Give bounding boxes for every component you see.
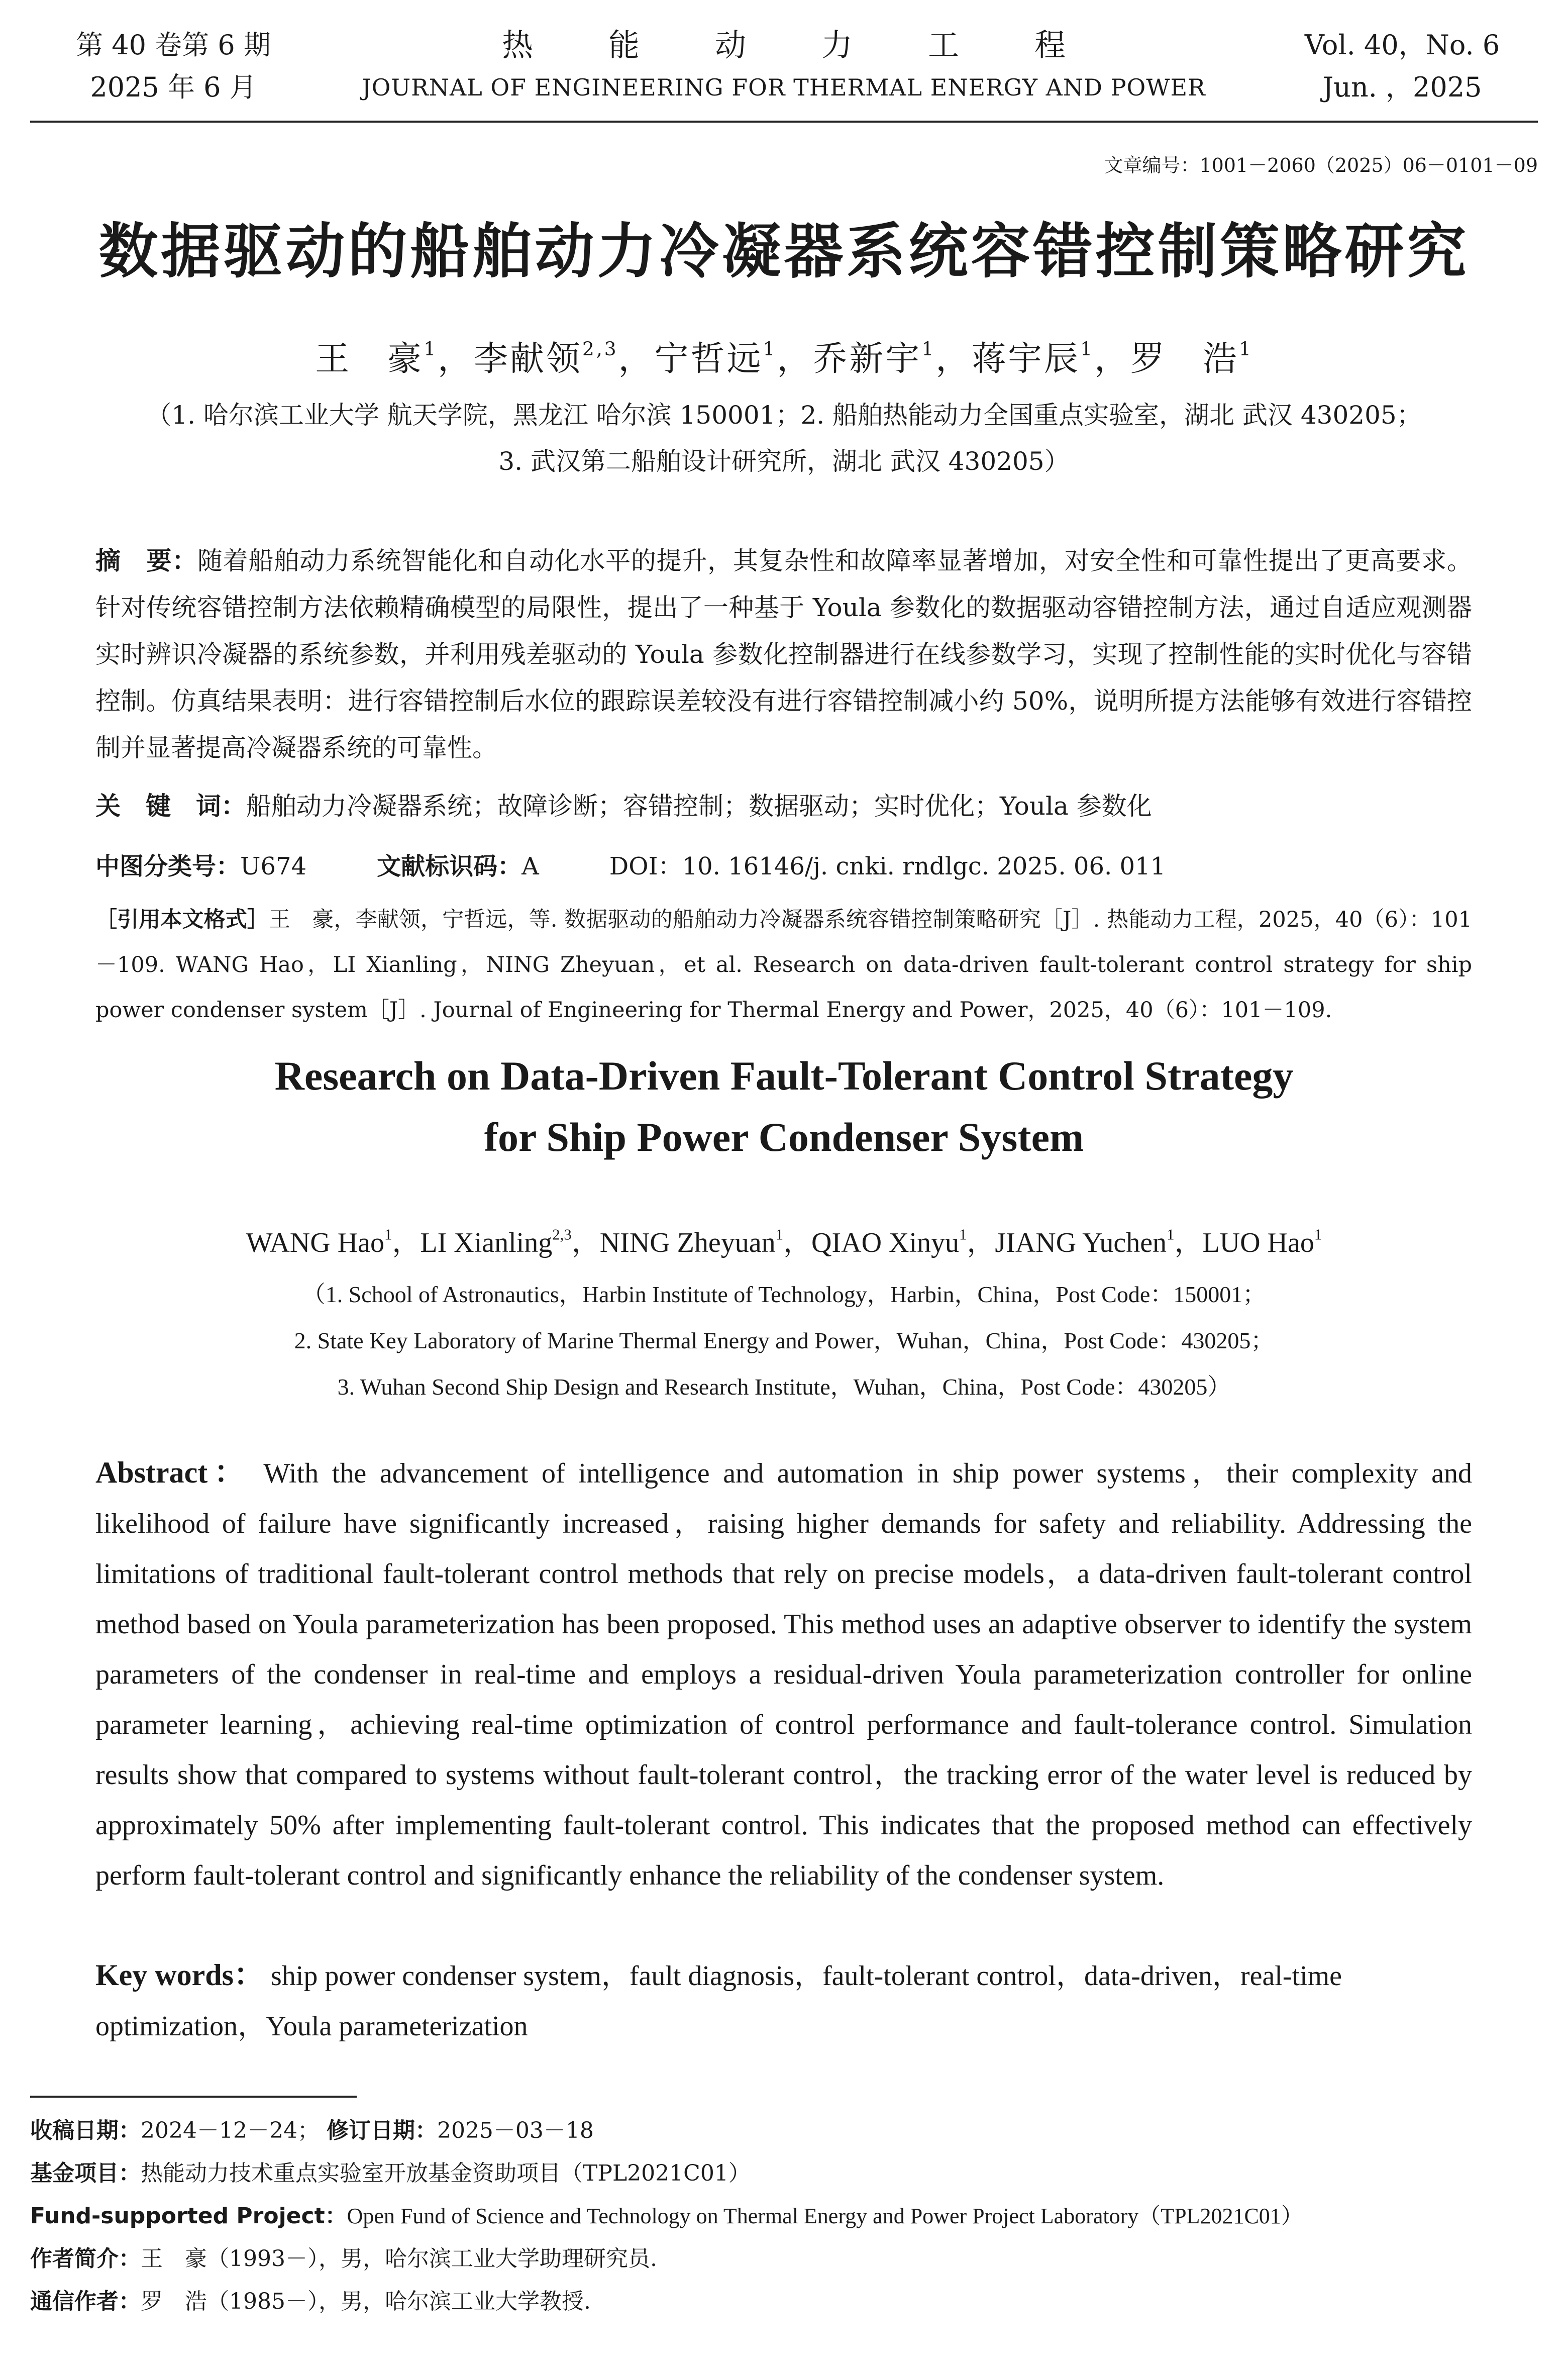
author-name: 乔新宇 [813, 339, 922, 379]
affiliation-en-line: 3. Wuhan Second Ship Design and Research Institute，Wuhan，China，Post Code：430205） [337, 1374, 1231, 1400]
issue-info [63, 24, 284, 109]
author-name: QIAO Xinyu [811, 1227, 960, 1258]
footnote-divider [30, 2096, 357, 2098]
issue-info-en [1297, 24, 1508, 109]
header-divider [30, 121, 1538, 123]
abstract-cn-label: 摘 要： [95, 546, 198, 575]
abstract-en [95, 1447, 1472, 1901]
keywords-en-text: ship power condenser system，fault diagnosis，fault-tolerant control，data-driven，real-time optimization，Youla parameterization [95, 1960, 1342, 2042]
author-affiliation-mark: 1 [763, 338, 777, 360]
author-affiliation-mark: 1 [921, 338, 936, 360]
author-affiliation-mark: 1 [1080, 338, 1094, 360]
author-affiliation-mark: 1 [384, 1226, 392, 1243]
authors-en: WANG Hao$^1$，LI Xianling$^{2,3}$，NING Zheyuan$^1$，QIAO Xinyu$^1$，JIANG Yuchen$^1$，LUO Hao$^1$ [246, 1226, 1322, 1258]
keywords-cn-text: 船舶动力冷凝器系统；故障诊断；容错控制；数据驱动；实时优化；Youla 参数化 [246, 792, 1152, 821]
doi: DOI：10. 16146/j. cnki. rndlgc. 2025. 06. 011 [609, 852, 1166, 880]
citation-text: 王 豪，李献领，宁哲远，等. 数据驱动的船舶动力冷凝器系统容错控制策略研究［J］. 热能动力工程，2025，40（6）：101－109. WANG Hao，LI Xianling，NING Zheyuan，et al. Research on data-driven fault-tolerant control strategy for ship power condenser system［J］. Journal of Engineering for Thermal Energy and Power，2025，40（6）：101－109. [95, 907, 1473, 1023]
date-cn: 2025 年 6 月 [90, 71, 257, 103]
article-number: 文章编号：1001－2060（2025）06－0101－09 [1104, 154, 1538, 176]
keywords-cn-label: 关 键 词： [95, 792, 246, 821]
journal-name-en: JOURNAL OF ENGINEERING FOR THERMAL ENERGY AND POWER [362, 74, 1206, 101]
citation-format [95, 897, 1472, 1033]
journal-name [352, 24, 1216, 109]
author-name: LI Xianling [420, 1227, 553, 1258]
title-cn: 数据驱动的船舶动力冷凝器系统容错控制策略研究 [98, 217, 1470, 286]
author-name: 蒋宇辰 [972, 339, 1081, 379]
clc-label: 中图分类号： [95, 852, 241, 880]
author-name: 罗 浩 [1130, 339, 1239, 379]
keywords-en [95, 1950, 1472, 2051]
author-name: JIANG Yuchen [995, 1227, 1167, 1258]
affiliation-cn-line: （1. 哈尔滨工业大学 航天学院，黑龙江 哈尔滨 150001；2. 船舶热能动力全国重点实验室，湖北 武汉 430205； [146, 401, 1422, 430]
abstract-en-label: Abstract： [95, 1456, 251, 1489]
fund-en-text: Open Fund of Science and Technology on Thermal Energy and Power Project Laboratory（TPL2021C01） [347, 2204, 1303, 2228]
journal-name-cn: 热能动力工程 [501, 27, 1141, 63]
author-name: 宁哲远 [654, 339, 763, 379]
doc-code-label: 文献标识码： [377, 852, 522, 880]
abstract-cn-text: 随着船舶动力系统智能化和自动化水平的提升，其复杂性和故障率显著增加，对安全性和可靠性提出了更高要求。针对传统容错控制方法依赖精确模型的局限性，提出了一种基于 Youla 参数化的数据驱动容错控制方法，通过自适应观测器实时辨识冷凝器的系统参数，并利用残差驱动的 Youla 参数化控制器进行在线参数学习，实现了控制性能的实时优化与容错控制。仿真结果表明：进行容错控制后水位的跟踪误差较没有进行容错控制减小约 50%，说明所提方法能够有效进行容错控制并显著提高冷凝器系统的可靠性。 [95, 546, 1473, 762]
footnote-fund-en [30, 2199, 1537, 2234]
author-affiliation-mark: 1 [775, 1226, 784, 1243]
author-affiliation-mark: 1 [1167, 1226, 1175, 1243]
doc-code-value: A [521, 852, 539, 880]
author-name: LUO Hao [1202, 1227, 1314, 1258]
keywords-en-label: Key words： [95, 1958, 264, 1992]
abstract-en-text: With the advancement of intelligence and automation in ship power systems，their complexity and likelihood of failure have significantly increased，raising higher demands for safety and reliability. Addressing the limitations of traditional fault-tolerant control methods that rely on precise models，a data-driven fault-tolerant control method based on Youla parameterization has been proposed. This method uses an adaptive observer to identify the system parameters of the condenser in real-time and employs a residual-driven Youla parameterization controller for online parameter learning，achieving real-time optimization of control performance and fault-tolerance control. Simulation results show that compared to systems without fault-tolerant control，the tracking error of the water level is reduced by approximately 50% after implementing fault-tolerant control. This indicates that the proposed method can effectively perform fault-tolerant control and significantly enhance the reliability of the condenser system. [95, 1458, 1472, 1891]
footnote-dates [30, 2113, 1537, 2148]
received-label: 收稿日期： [30, 2118, 141, 2143]
author-affiliation-mark: 1 [959, 1226, 967, 1243]
affiliation-cn-line: 3. 武汉第二船舶设计研究所，湖北 武汉 430205） [498, 447, 1070, 476]
author-affiliation-mark: 2,3 [582, 338, 618, 360]
author-name: WANG Hao [246, 1227, 384, 1258]
author-affiliation-mark: 1 [1239, 338, 1253, 360]
footnote-author-bio [30, 2241, 1537, 2277]
keywords-cn [95, 783, 1472, 830]
author-name: 李献领 [474, 339, 583, 379]
fund-cn-label: 基金项目： [30, 2160, 141, 2186]
corresponding-label: 通信作者： [30, 2289, 141, 2314]
author-affiliation-mark: 1 [424, 338, 438, 360]
volume-issue-en: Vol. 40，No. 6 [1304, 29, 1500, 61]
affiliation-en-line: （1. School of Astronautics，Harbin Institute of Technology，Harbin，China，Post Code：150001； [302, 1282, 1266, 1307]
author-name: 王 豪 [315, 339, 424, 379]
title-en [0, 1045, 1568, 1168]
title-en-line: for Ship Power Condenser System [484, 1114, 1084, 1160]
abstract-cn [95, 538, 1472, 771]
authors-cn: 王 豪$^1$，李献领$^{2,3}$，宁哲远$^1$，乔新宇$^1$，蒋宇辰$^1$，罗 浩$^1$ [315, 338, 1253, 379]
received-date: 2024－12－24； [141, 2118, 320, 2143]
author-bio-label: 作者简介： [30, 2246, 141, 2272]
author-bio-text: 王 豪（1993－），男，哈尔滨工业大学助理研究员. [141, 2246, 657, 2272]
volume-issue-cn: 第 40 卷第 6 期 [76, 29, 271, 61]
footnote-corresponding-author [30, 2284, 1537, 2319]
affiliation-en-line: 2. State Key Laboratory of Marine Thermal Energy and Power，Wuhan，China，Post Code：430205； [294, 1328, 1274, 1353]
title-en-line: Research on Data-Driven Fault-Tolerant Control Strategy [274, 1053, 1294, 1099]
revised-label: 修订日期： [326, 2118, 437, 2143]
date-en: Jun. ，2025 [1322, 71, 1482, 103]
classification-line [95, 843, 1472, 890]
citation-label: ［引用本文格式］ [95, 907, 269, 932]
author-name: NING Zheyuan [599, 1227, 776, 1258]
clc-value: U674 [240, 852, 307, 880]
fund-cn-text: 热能动力技术重点实验室开放基金资助项目（TPL2021C01） [141, 2160, 751, 2186]
author-affiliation-mark: 1 [1314, 1226, 1322, 1243]
fund-en-label: Fund-supported Project： [30, 2203, 347, 2229]
footnote-fund-cn [30, 2156, 1537, 2191]
affiliation-en [0, 1271, 1568, 1410]
corresponding-text: 罗 浩（1985－），男，哈尔滨工业大学教授. [141, 2289, 591, 2314]
author-affiliation-mark: 2,3 [552, 1226, 572, 1243]
revised-date: 2025－03－18 [437, 2118, 594, 2143]
